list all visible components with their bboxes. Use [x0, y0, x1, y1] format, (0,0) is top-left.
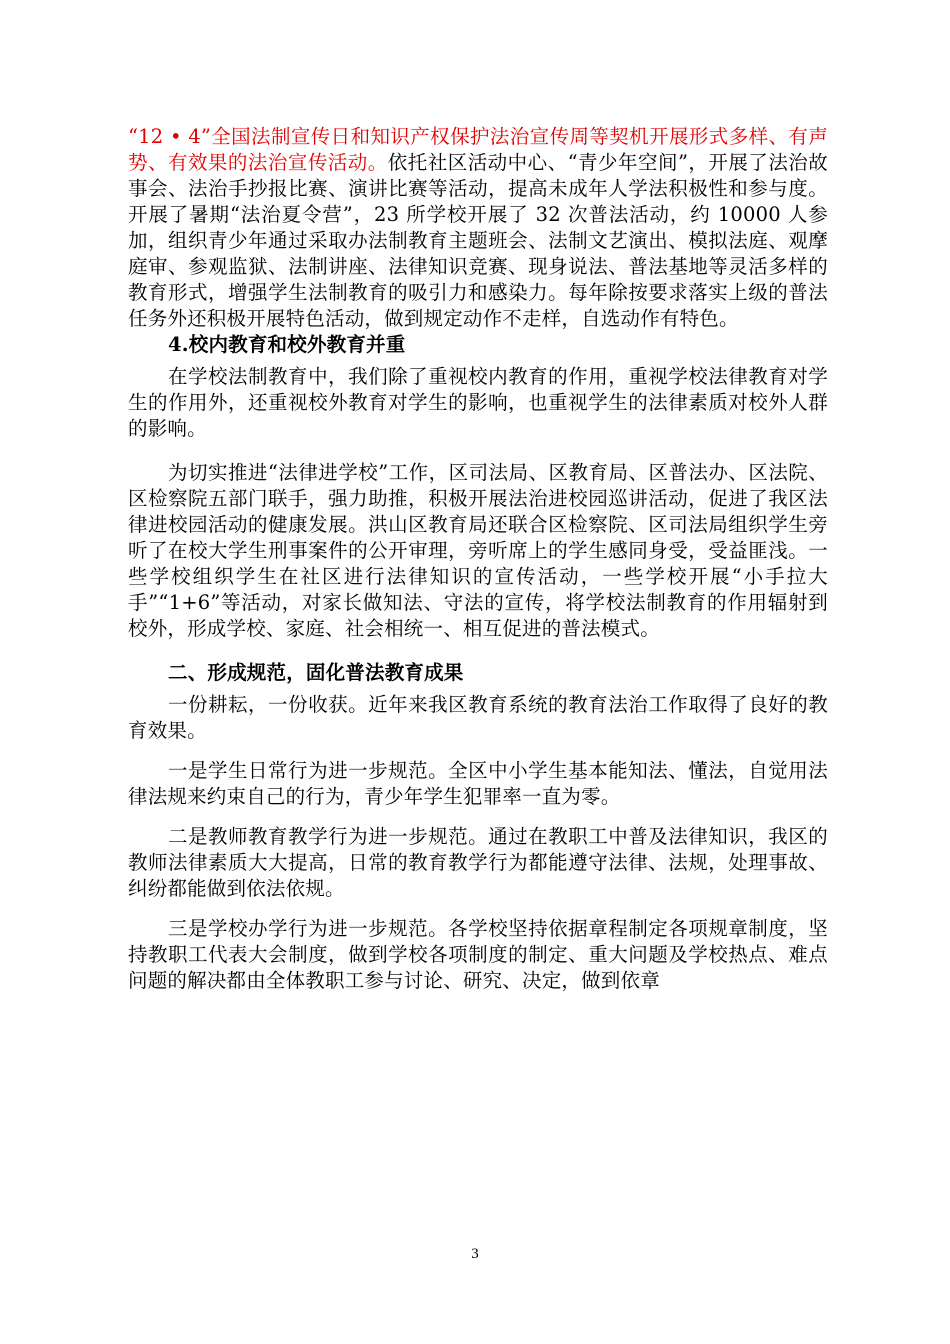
paragraph-legal-publicity	[128, 124, 828, 332]
paragraph-school-behavior: 三是学校办学行为进一步规范。各学校坚持依据章程制定各项规章制度，坚持教职工代表大会制度，做到学校各项制度的制定、重大问题及学校热点、难点问题的解决都由全体教职工参与讨论、研究、决定，做到依章	[128, 917, 828, 992]
section-heading-2: 二、形成规范，固化普法教育成果	[168, 661, 464, 684]
paragraph-results-intro: 一份耕耘，一份收获。近年来我区教育系统的教育法治工作取得了良好的教育效果。	[128, 693, 828, 742]
section-heading-4: 4.校内教育和校外教育并重	[168, 333, 406, 356]
page-number: 3	[471, 1246, 479, 1262]
paragraph-text: 依托社区活动中心、“青少年空间”，开展了法治故事会、法治手抄报比赛、演讲比赛等活动，提高未成年人学法积极性和参与度。开展了暑期“法治夏令营”，23 所学校开展了 32 次普法活动，约 10000 人参加，组织青少年通过采取办法制教育主题班会、法制文艺演出、模拟法庭、观摩庭审、参观监狱、法制讲座、法律知识竞赛、现身说法、普法基地等灵活多样的教育形式，增强学生法制教育的吸引力和感染力。每年除按要求落实上级的普法任务外还积极开展特色活动，做到规定动作不走样，自选动作有特色。	[128, 151, 828, 330]
document-body	[128, 124, 828, 994]
paragraph-student-behavior: 一是学生日常行为进一步规范。全区中小学生基本能知法、懂法，自觉用法律法规来约束自己的行为，青少年学生犯罪率一直为零。	[128, 759, 828, 808]
paragraph-teacher-behavior: 二是教师教育教学行为进一步规范。通过在教职工中普及法律知识，我区的教师法律素质大大提高，日常的教育教学行为都能遵守法律、法规，处理事故、纠纷都能做到依法依规。	[128, 825, 828, 900]
paragraph-law-into-schools: 为切实推进“法律进学校”工作，区司法局、区教育局、区普法办、区法院、区检察院五部门联手，强力助推，积极开展法治进校园巡讲活动，促进了我区法律进校园活动的健康发展。洪山区教育局还联合区检察院、区司法局组织学生旁听了在校大学生刑事案件的公开审理，旁听席上的学生感同身受，受益匪浅。一些学校组织学生在社区进行法律知识的宣传活动，一些学校开展“小手拉大手”“1+6”等活动，对家长做知法、守法的宣传，将学校法制教育的作用辐射到校外，形成学校、家庭、社会相统一、相互促进的普法模式。	[128, 461, 828, 640]
highlighted-text: “12 • 4”全国法制宣传日和知识产权保护法治宣传周等契机开展形式多样、有声势、有效果的法治宣传活动。	[128, 125, 828, 174]
paragraph-school-education: 在学校法制教育中，我们除了重视校内教育的作用，重视学校法律教育对学生的作用外，还重视校外教育对学生的影响，也重视学生的法律素质对校外人群的影响。	[128, 365, 828, 440]
